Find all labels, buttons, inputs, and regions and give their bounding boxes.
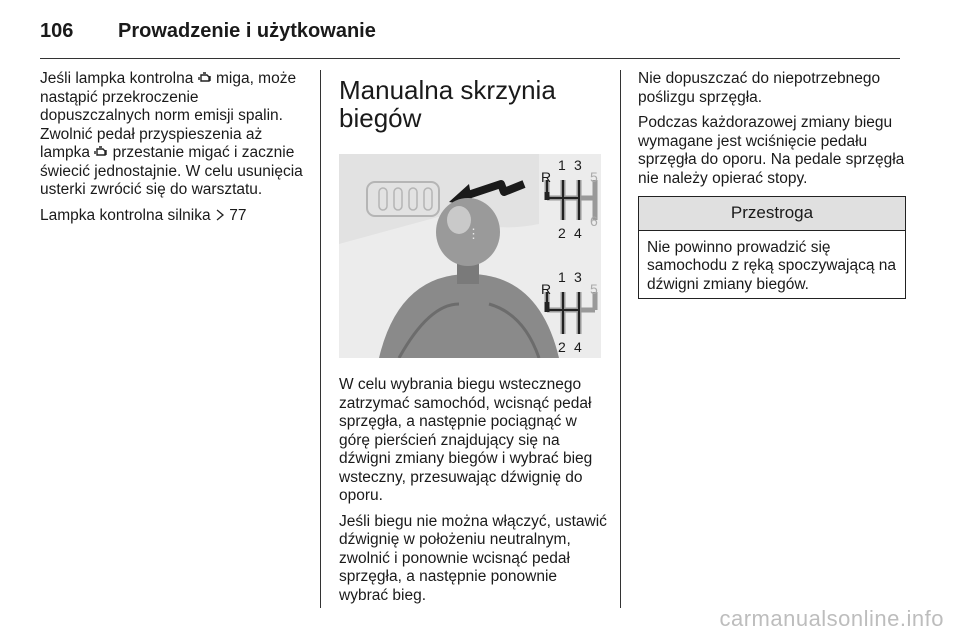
gearshift-illustration xyxy=(339,154,601,358)
page-header xyxy=(40,14,920,50)
paragraph-gear-not-engaging: Jeśli biegu nie można włączyć, ustawić dźwignię w położeniu neutralnym, zwolnić i ponownie wcisnąć pedał sprzęgła, a następnie ponownie wybrać bieg. xyxy=(339,512,607,604)
paragraph-clutch-slip: Nie dopuszczać do niepotrzebnego poślizgu sprzęgła. xyxy=(638,70,881,106)
svg-text:⋮: ⋮ xyxy=(467,226,480,241)
engine-lamp-icon xyxy=(198,71,212,85)
watermark: carmanualsonline.info xyxy=(719,606,944,631)
column-divider-1 xyxy=(320,70,321,608)
header-divider xyxy=(40,58,900,59)
paragraph-clutch-usage: Podczas każdorazowej zmiany biegu wymagane jest wciśnięcie pedału sprzęgła do oporu. Na pedale sprzęgła nie należy opierać stopy. xyxy=(638,114,905,187)
paragraph-reverse-gear: W celu wybrania biegu wstecznego zatrzymać samochód, wcisnąć pedał sprzęgła, a następnie pociągnąć w górę pierścień znajdujący się na dźwigni zmiany biegów i wybrać bieg wsteczny, przesuwając dźwignię do oporu. xyxy=(339,376,593,504)
engine-lamp-icon xyxy=(94,145,108,159)
column-2 xyxy=(339,70,607,612)
column-3 xyxy=(638,70,906,299)
caution-box xyxy=(638,196,906,299)
caution-title: Przestroga xyxy=(639,197,905,231)
section-title: Manualna skrzynia biegów xyxy=(339,75,556,133)
gear-pattern-6-speed: R 1 3 5 2 4 6 xyxy=(541,157,598,241)
caution-text: Nie powinno prowadzić się samochodu z ręką spoczywającą na dźwigni zmiany biegów. xyxy=(647,238,896,293)
column-divider-2 xyxy=(620,70,621,608)
chapter-title: Prowadzenie i użytkowanie xyxy=(118,20,376,42)
paragraph-engine-lamp-ref: Lampka kontrolna silnika 77 xyxy=(40,206,247,224)
paragraph-warning-lamp: Jeśli lampka kontrolna miga, może nastąpić przekroczenie dopuszczalnych norm emisji spalin. Zwolnić pedał przyspieszenia aż lampka przestanie migać i zacznie świecić jednostajnie. W celu usunięcia usterki zwrócić się do warsztatu. xyxy=(40,70,303,198)
column-1 xyxy=(40,70,308,232)
page-number: 106 xyxy=(40,20,74,42)
gear-pattern-5-speed: R 1 3 5 2 4 xyxy=(541,269,598,355)
page-reference-arrow-icon xyxy=(215,209,225,221)
page-reference[interactable]: 77 xyxy=(229,206,247,224)
